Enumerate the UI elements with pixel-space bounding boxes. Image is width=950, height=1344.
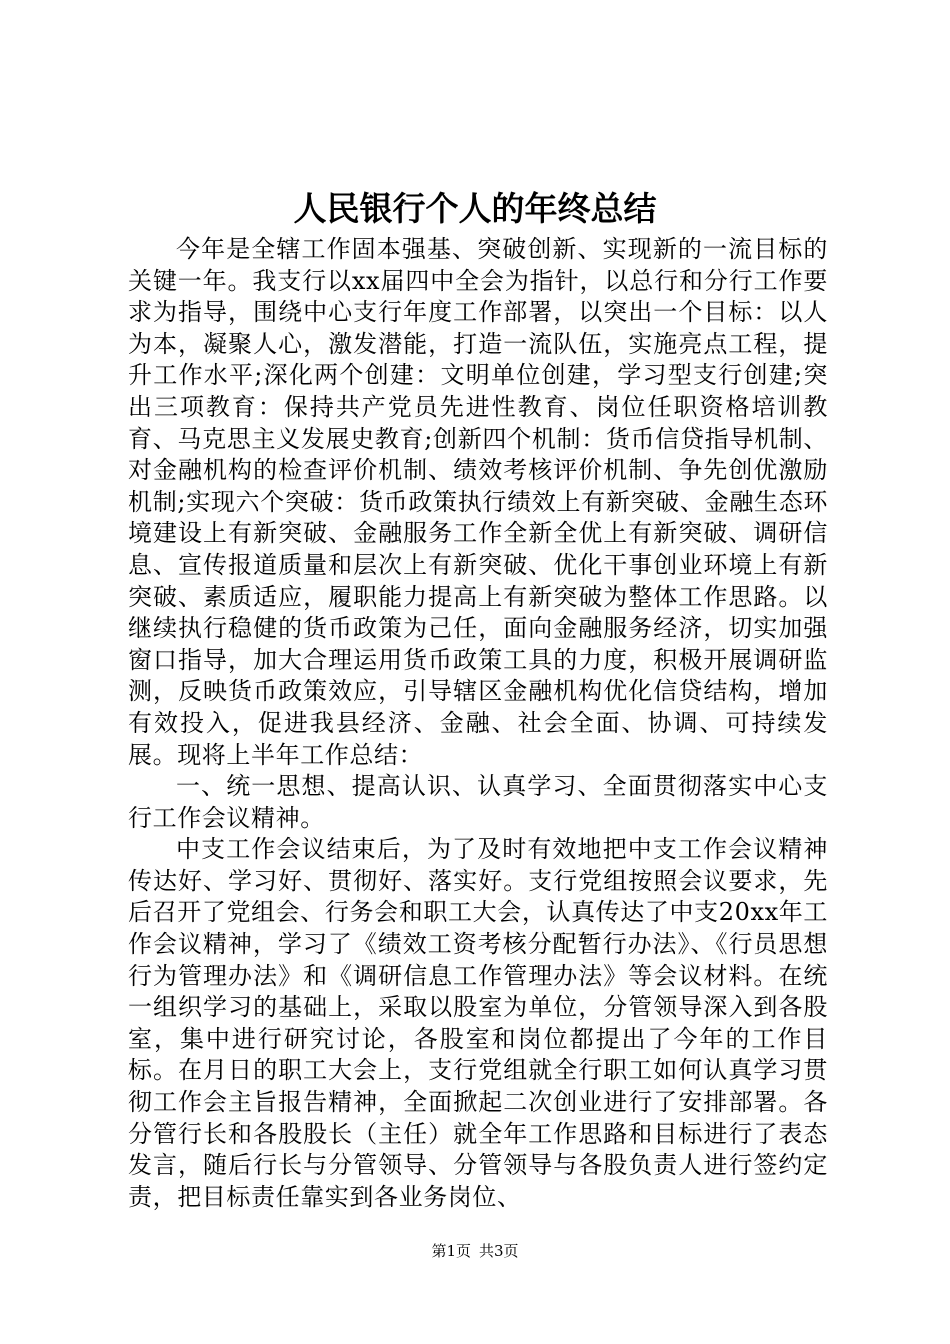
page-number-current: 第1页 bbox=[431, 1242, 471, 1260]
paragraph-section-1-body: 中支工作会议结束后，为了及时有效地把中支工作会议精神传达好、学习好、贯彻好、落实好。支行党组按照会议要求，先后召开了党组会、行务会和职工大会，认真传达了中支20xx年工作会议精神，学习了《绩效工资考核分配暂行办法》、《行员思想行为管理办法》和《调研信息工作管理办法》等会议材料。在统一组织学习的基础上，采取以股室为单位，分管领导深入到各股室，集中进行研究讨论，各股室和岗位都提出了今年的工作目标。在月日的职工大会上，支行党组就全行职工如何认真学习贯彻工作会主旨报告精神，全面掀起二次创业进行了安排部署。各分管行长和各股股长（主任）就全年工作思路和目标进行了表态发言，随后行长与分管领导、分管领导与各股负责人进行签约定责，把目标责任靠实到各业务岗位、 bbox=[128, 835, 828, 1211]
paragraph-section-1-heading: 一、统一思想、提高认识、认真学习、全面贯彻落实中心支行工作会议精神。 bbox=[128, 772, 828, 832]
page-footer bbox=[0, 1241, 950, 1261]
page-number-total: 共3页 bbox=[479, 1242, 519, 1260]
paragraph-intro: 今年是全辖工作固本强基、突破创新、实现新的一流目标的关键一年。我支行以xx届四中全会为指针，以总行和分行工作要求为指导，围绕中心支行年度工作部署，以突出一个目标：以人为本，凝聚人心，激发潜能，打造一流队伍，实施亮点工程，提升工作水平;深化两个创建：文明单位创建，学习型支行创建;突出三项教育：保持共产党员先进性教育、岗位任职资格培训教育、马克思主义发展史教育;创新四个机制：货币信贷指导机制、对金融机构的检查评价机制、绩效考核评价机制、争先创优激励机制;实现六个突破：货币政策执行绩效上有新突破、金融生态环境建设上有新突破、金融服务工作全新全优上有新突破、调研信息、宣传报道质量和层次上有新突破、优化干事创业环境上有新突破、素质适应，履职能力提高上有新突破为整体工作思路。以继续执行稳健的货币政策为己任，面向金融服务经济，切实加强窗口指导，加大合理运用货币政策工具的力度，积极开展调研监测，反映货币政策效应，引导辖区金融机构优化信贷结构，增加有效投入，促进我县经济、金融、社会全面、协调、可持续发展。现将上半年工作总结： bbox=[128, 235, 828, 769]
document-body bbox=[128, 234, 828, 1213]
document-title: 人民银行个人的年终总结 bbox=[293, 189, 657, 228]
